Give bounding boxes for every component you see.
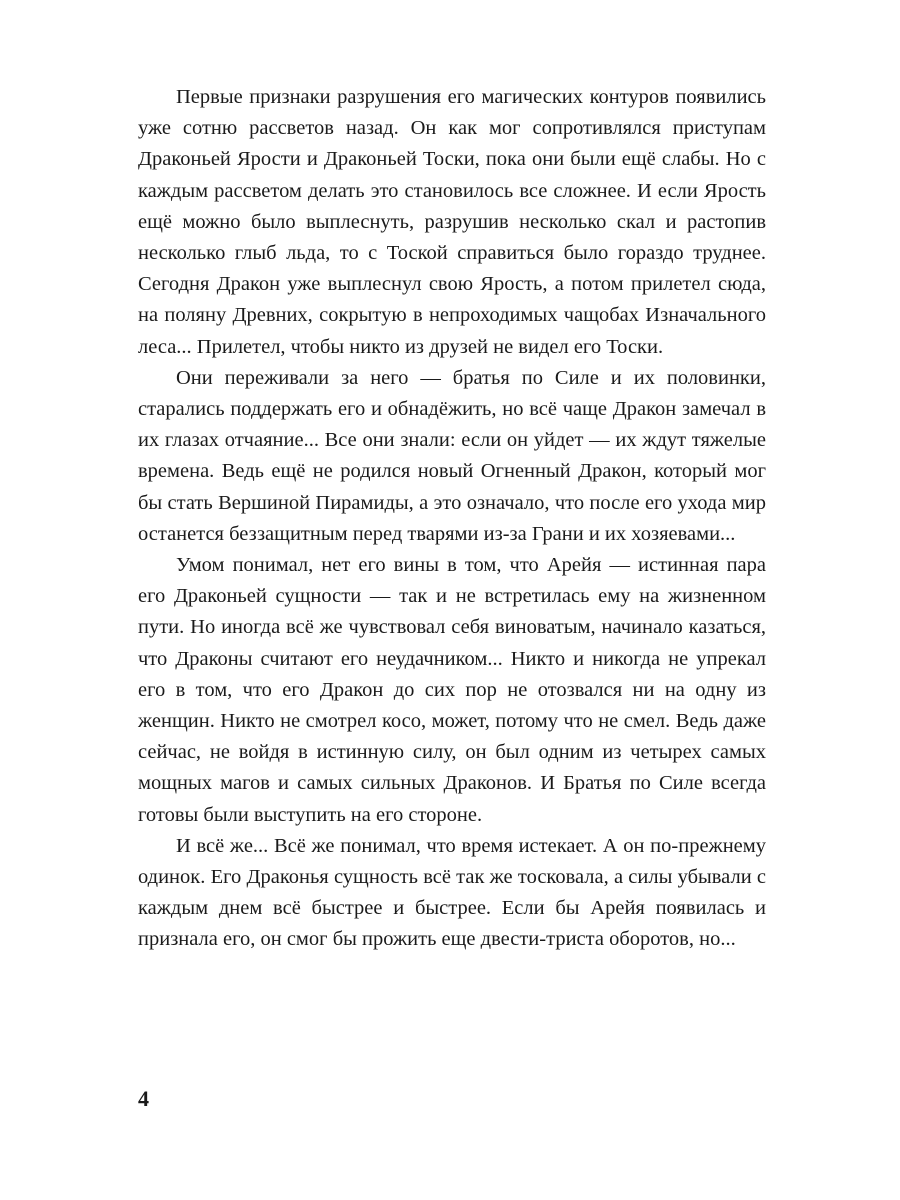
paragraph: Первые признаки разрушения его магических контуров появились уже сотню рассветов назад. Он как мог сопротивлялся приступам Драконьей Ярости и Драконьей Тоски, пока они были ещё слабы. Но с каждым рассветом делать это становилось все сложнее. И если Ярость ещё можно было выплеснуть, разрушив несколько скал и растопив несколько глыб льда, то с Тоской справиться было гораздо труднее. Сегодня Дракон уже выплеснул свою Ярость, а потом прилетел сюда, на поляну Древних, сокрытую в непроходимых чащобах Изначального леса... Прилетел, чтобы никто из друзей не видел его Тоски.: [138, 86, 766, 358]
paragraph: Умом понимал, нет его вины в том, что Арейя — истинная пара его Драконьей сущности — так и не встретилась ему на жизненном пути. Но иногда всё же чувствовал себя виноватым, начинало казаться, что Драконы считают его неудачником... Никто и никогда не упрекал его в том, что его Дракон до сих пор не отозвался ни на одну из женщин. Никто не смотрел косо, может, потому что не смел. Ведь даже сейчас, не войдя в истинную силу, он был одним из четырех самых мощных магов и самых сильных Драконов. И Братья по Силе всегда готовы были выступить на его стороне.: [138, 554, 766, 826]
paragraph: Они переживали за него — братья по Силе и их половинки, старались поддержать его и обнадёжить, но всё чаще Дракон замечал в их глазах отчаяние... Все они знали: если он уйдет — их ждут тяжелые времена. Ведь ещё не родился новый Огненный Дракон, который мог бы стать Вершиной Пирамиды, а это означало, что после его ухода мир останется беззащитным перед тварями из-за Грани и их хозяевами...: [138, 366, 766, 545]
page-number: 4: [138, 1086, 149, 1111]
body-text-column: [138, 82, 766, 956]
paragraph: И всё же... Всё же понимал, что время истекает. А он по-прежнему одинок. Его Драконья сущность всё так же тосковала, а силы убывали с каждым днем всё быстрее и быстрее. Если бы Арейя появилась и признала его, он смог бы прожить еще двести-триста оборотов, но...: [138, 834, 766, 951]
